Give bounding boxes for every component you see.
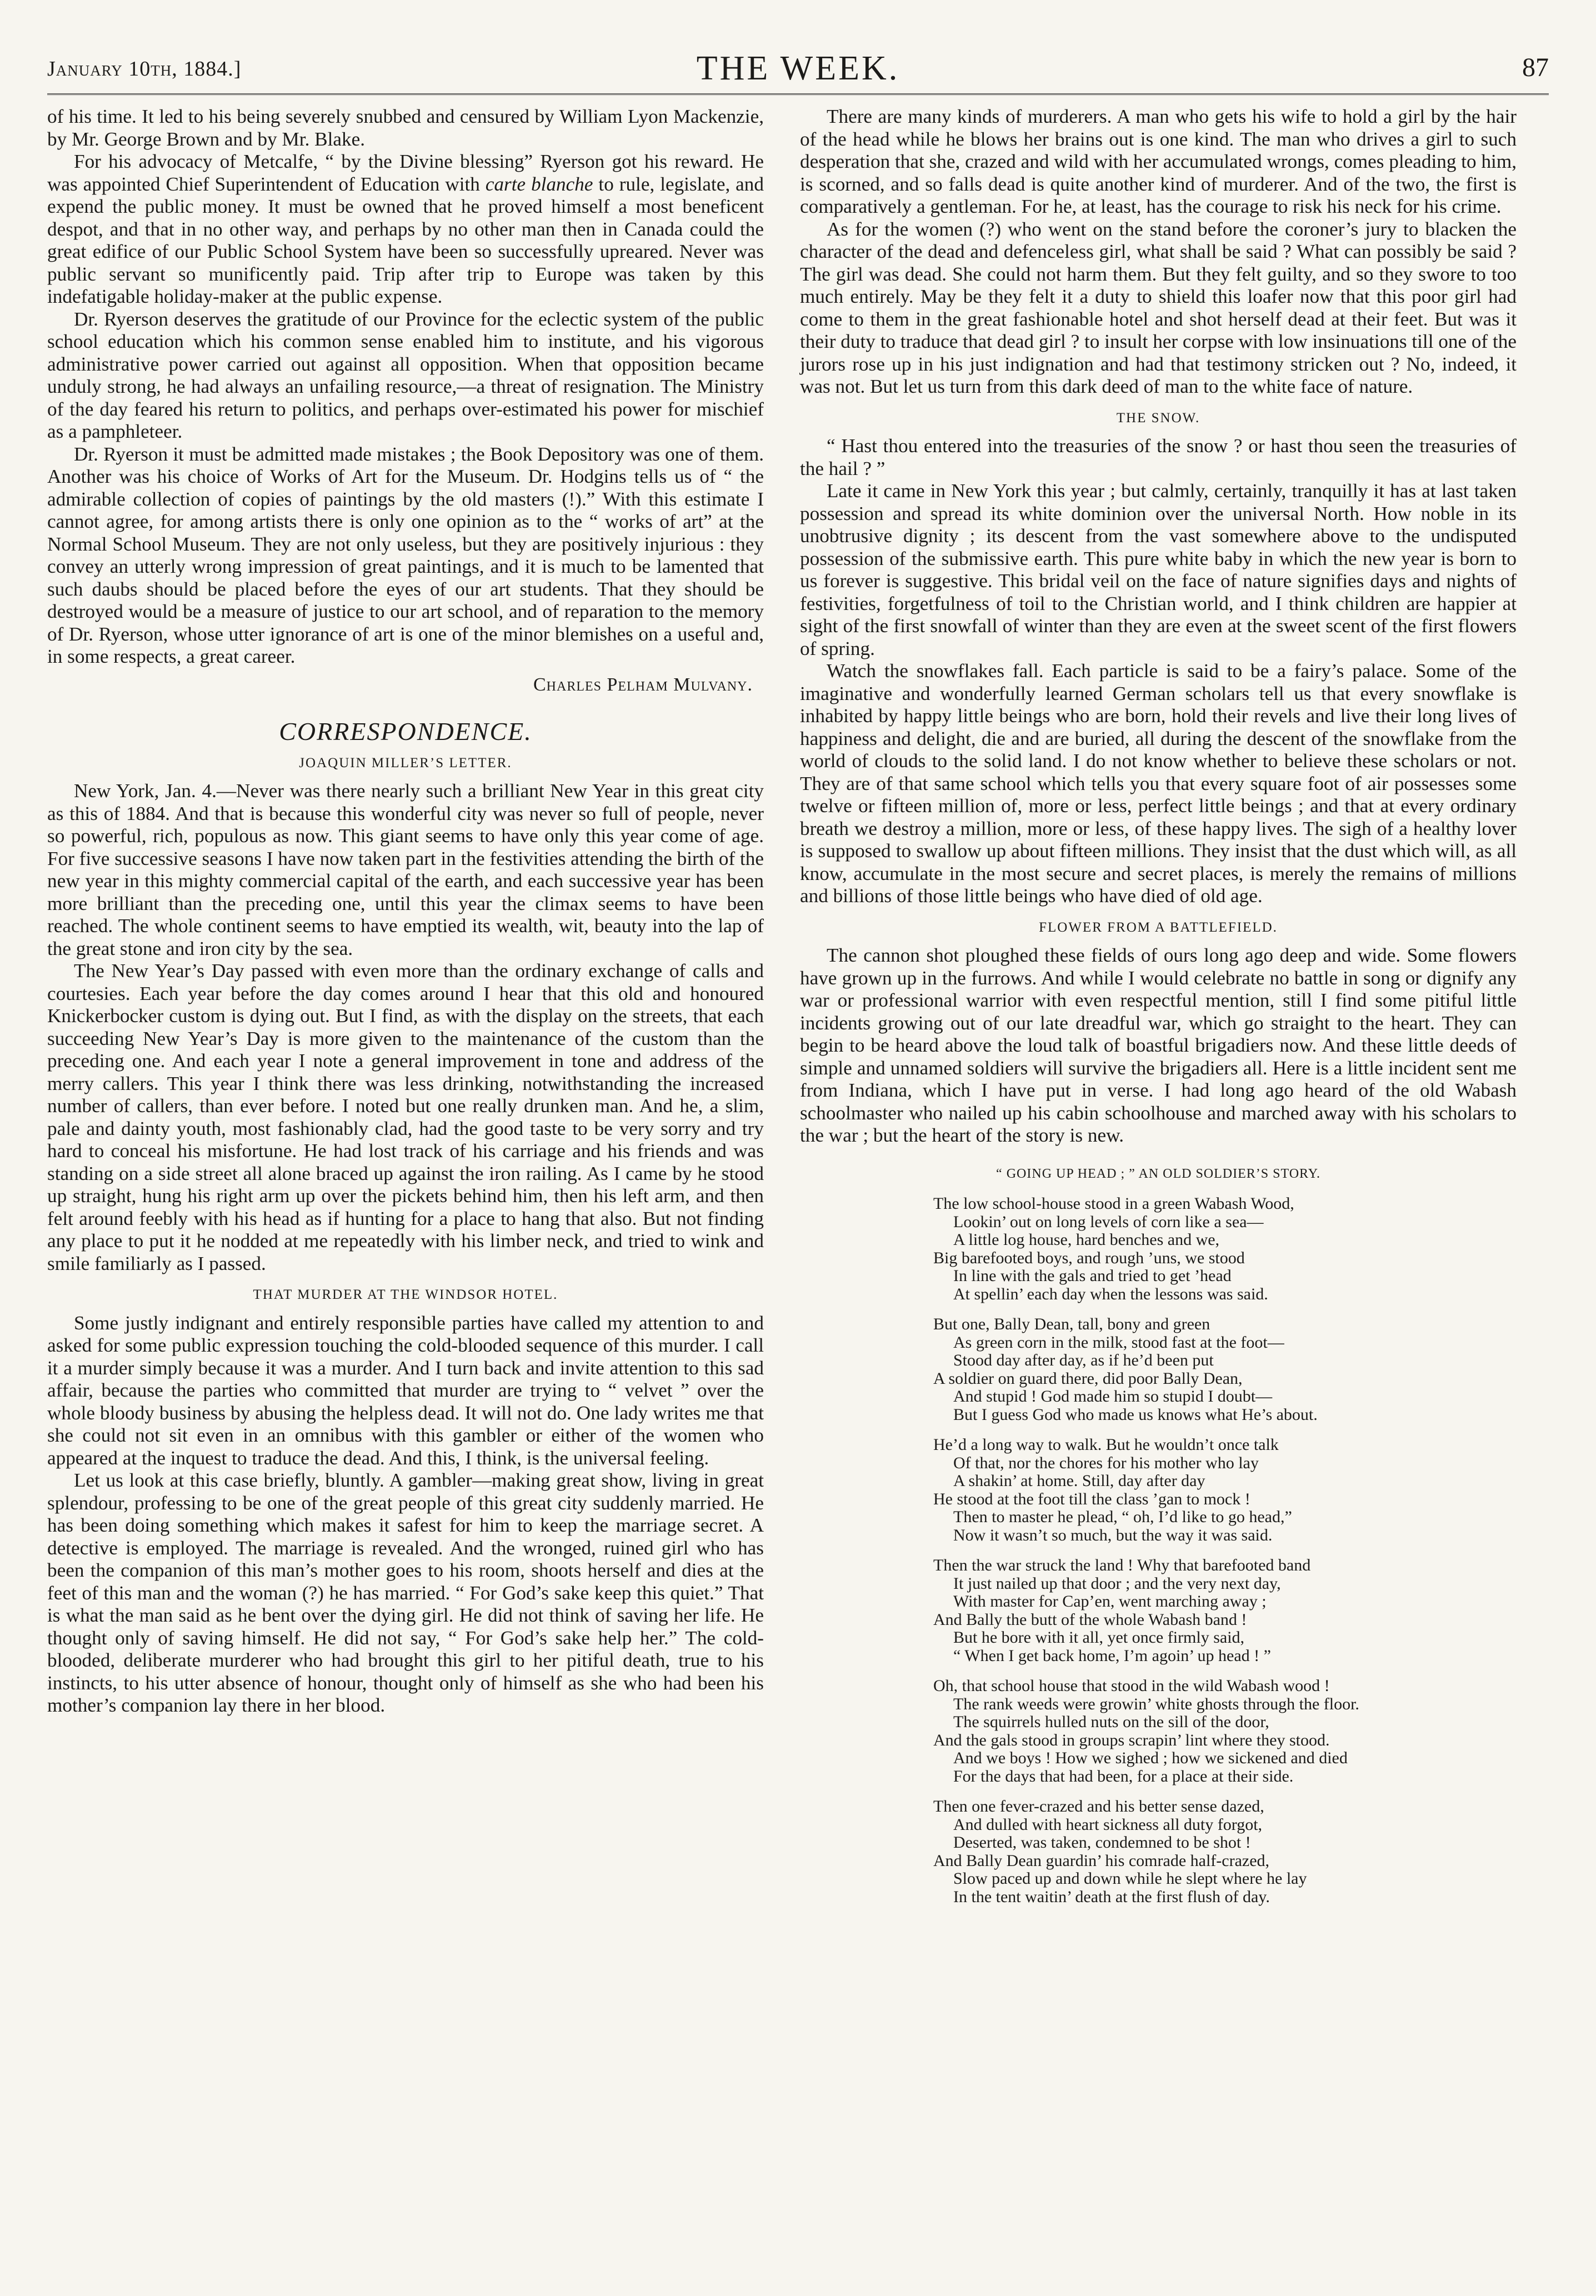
poem-line: A soldier on guard there, did poor Bally Dean, <box>933 1369 1243 1388</box>
poem-line: Lookin’ out on long levels of corn like a sea— <box>953 1212 1264 1231</box>
paragraph: As for the women (?) who went on the stand before the coroner’s jury to blacken the character of the dead and defenceless girl, what shall be said ? What can possibly be said ? The girl was dead. She could not harm them. But they felt guilty, and so they swore to too much entirely. May be they felt it a duty to shield this loafer now that this poor girl had come to them in the great fashionable hotel and shot herself dead at their feet. But was it their duty to traduce that dead girl ? to insult her corpse with low insinuations till one of the jurors rose up in his just indignation and had that testimony stricken out ? No, indeed, it was not. But let us turn from this dark deed of man to the white face of nature. <box>800 218 1517 397</box>
poem-line: And dulled with heart sickness all duty forgot, <box>953 1815 1263 1834</box>
right-column <box>800 106 1517 1918</box>
poem-line: Deserted, was taken, condemned to be shot ! <box>953 1833 1251 1852</box>
paragraph: For his advocacy of Metcalfe, “ by the Divine blessing” Ryerson got his reward. He was appointed Chief Superintendent of Education with carte blanche to rule, legislate, and expend the public money. It must be owned that he proved himself a most beneficent despot, and that in no other way, and perhaps by no other man then in Canada could the great edifice of our Public School System have been so successfully upreared. Never was public servant so munificently paid. Trip after trip to Europe was taken by this indefatigable holiday-maker at the public expense. <box>47 151 764 307</box>
poem-stanza <box>933 1436 1517 1544</box>
poem-line: At spellin’ each day when the lessons was said. <box>953 1284 1268 1303</box>
poem-stanza <box>933 1677 1517 1785</box>
poem-line: With master for Cap’en, went marching away ; <box>953 1592 1267 1610</box>
poem-line: But I guess God who made us knows what He’s about. <box>953 1405 1318 1424</box>
poem <box>933 1195 1517 1906</box>
issue-date: January 10th, 1884.] <box>47 57 242 81</box>
paragraph: Late it came in New York this year ; but calmly, certainly, tranquilly it has at last taken possession and spread its white dominion over the universal North. How noble in its unobtrusive dignity ; its descent from the vast somewhere above to the undisputed possession of the submissive earth. This pure white baby in which the new year is born to us forever is suggestive. This bridal veil on the face of nature signifies days and nights of festivities, forgetfulness of toil to the Christian world, and I think children are happier at sight of the first snowfall of winter than they are even at the sweet scent of the first flowers of spring. <box>800 480 1517 659</box>
poem-line: And the gals stood in groups scrapin’ lint where they stood. <box>933 1730 1330 1749</box>
poem-line: Slow paced up and down while he slept where he lay <box>953 1869 1307 1888</box>
poem-stanza <box>933 1315 1517 1424</box>
poem-line: The squirrels hulled nuts on the sill of the door, <box>953 1713 1269 1731</box>
poem-line: Now it wasn’t so much, but the way it was said. <box>953 1525 1273 1544</box>
poem-stanza <box>933 1557 1517 1665</box>
paragraph: New York, Jan. 4.—Never was there nearly such a brilliant New Year in this great city as this of 1884. And that is because this wonderful city was never so full of people, never so powerful, rich, populous as now. This giant seems to have only this year come of age. For five successive seasons I have now taken part in the festivities attending the birth of the new year in this mighty commercial capital of the earth, and each successive year has been more brilliant than the preceding one, until this year the climax seems to have been reached. The whole continent seems to have emptied its wealth, wit, beauty into the lap of the great stone and iron city by the sea. <box>47 780 764 959</box>
poem-line: And stupid ! God made him so stupid I doubt— <box>953 1387 1273 1405</box>
poem-line: As green corn in the milk, stood fast at the foot— <box>953 1333 1284 1352</box>
poem-line: For the days that had been, for a place at their side. <box>953 1767 1294 1785</box>
poem-line: And Bally the butt of the whole Wabash band ! <box>933 1610 1247 1629</box>
paragraph: of his time. It led to his being severely snubbed and censured by William Lyon Mackenzie, by Mr. George Brown and by Mr. Blake. <box>47 106 764 150</box>
section-heading: CORRESPONDENCE. <box>279 717 532 746</box>
article-subheading: FLOWER FROM A BATTLEFIELD. <box>1039 919 1278 935</box>
poem-line: It just nailed up that door ; and the very next day, <box>953 1574 1281 1593</box>
paragraph: Some justly indignant and entirely responsible parties have called my attention to and asked for some public expression touching the cold-blooded sequence of this murder. I call it a murder simply because it was a murder. And I turn back and invite attention to this sad affair, because the parties who committed that murder are trying to “ velvet ” over the whole bloody business by abusing the helpless dead. It will not do. One lady writes me that she could not sit even in an omnibus with this gambler or either of the women who appeared at the inquest to traduce the dead. And this, I think, is the universal feeling. <box>47 1312 764 1469</box>
author-signature: Charles Pelham Mulvany. <box>533 674 753 695</box>
poem-line: But he bore with it all, yet once firmly said, <box>953 1628 1245 1647</box>
paragraph: Watch the snowflakes fall. Each particle is said to be a fairy’s palace. Some of the imaginative and wonderfully learned German scholars tell us that every snowflake is inhabited by happy little beings who are born, hold their revels and live their long lives of happiness and delight, die and are buried, all during the descent of the snowflake from the world of clouds to the solid land. I do not know whether to believe these scholars or not. They are of that same school which tells you that every square foot of air possesses some twelve or fifteen million of, more or less, perfect little beings ; and that at every ordinary breath we destroy a million, more or less, of these happy lives. The sigh of a healthy lover is supposed to swallow up about fifteen millions. They insist that the dust which will, as all know, accumulate in the most secure and secret places, is merely the remains of millions and billions of those little beings who have died of old age. <box>800 660 1517 907</box>
page-header <box>47 49 1549 93</box>
poem-stanza <box>933 1195 1517 1303</box>
paragraph: The New Year’s Day passed with even more than the ordinary exchange of calls and courtesies. Each year before the day comes around I hear that this old and honoured Knickerbocker custom is dying out. But I find, as with the display on the streets, that each succeeding New Year’s Day is more given to the maintenance of the custom than the preceding one. And each year I note a general improvement in tone and address of the merry callers. This year I think there was less drinking, notwithstanding the increased number of callers, than ever before. I noted but one really drunken man. And he, a slim, pale and dainty youth, most fashionably clad, had the good taste to be very sorry and try hard to conceal his misfortune. He had lost track of his carriage and his friends and was standing on a side street all alone braced up against the iron railing. As I came by he stood up straight, hung his right arm up over the pickets behind him, then his left arm, and then felt around feebly with his head as if hunting for a place to hang that also. But not finding any place to put it he nodded at me repeatedly with his limber neck, and tried to wink and smile familiarly as I passed. <box>47 960 764 1274</box>
poem-title: “ GOING UP HEAD ; ” AN OLD SOLDIER’S STORY. <box>996 1166 1320 1181</box>
paragraph: Dr. Ryerson deserves the gratitude of our Province for the eclectic system of the public school education which his common sense enabled him to institute, and his vigorous administrative power carried out against all opposition. When that opposition became unduly strong, he had always an unfailing resource,—a threat of resignation. The Ministry of the day feared his return to politics, and perhaps over-estimated his power for mischief as a pamphleteer. <box>47 308 764 442</box>
poem-line: Then one fever-crazed and his better sense dazed, <box>933 1797 1264 1815</box>
poem-line: And we boys ! How we sighed ; how we sickened and died <box>953 1749 1348 1767</box>
paragraph: There are many kinds of murderers. A man who gets his wife to hold a girl by the hair of the head while he blows her brains out is one kind. The man who drives a girl to such desperation that she, crazed and wild with her accumulated wrongs, comes pleading to him, is scorned, and so falls dead is quite another kind of murderer. And of the two, the first is comparatively a gentleman. For he, at least, has the courage to risk his neck for his crime. <box>800 106 1517 217</box>
article-subheading: THAT MURDER AT THE WINDSOR HOTEL. <box>253 1287 558 1302</box>
paragraph: “ Hast thou entered into the treasuries of the snow ? or hast thou seen the treasuries of the hail ? ” <box>800 435 1517 479</box>
poem-line: In the tent waitin’ death at the first flush of day. <box>953 1887 1270 1906</box>
article-subheading: THE SNOW. <box>1116 410 1200 426</box>
header-rule <box>47 93 1549 95</box>
poem-line: In line with the gals and tried to get ’head <box>953 1267 1232 1285</box>
poem-line: Big barefooted boys, and rough ’uns, we stood <box>933 1248 1245 1267</box>
masthead-title: THE WEEK. <box>696 49 900 87</box>
poem-line: The low school-house stood in a green Wabash Wood, <box>933 1194 1294 1213</box>
poem-line: Of that, nor the chores for his mother who lay <box>953 1453 1259 1472</box>
poem-line: “ When I get back home, I’m agoin’ up head ! ” <box>953 1646 1271 1665</box>
poem-line: Stood day after day, as if he’d been put <box>953 1351 1214 1369</box>
poem-line: He’d a long way to walk. But he wouldn’t once talk <box>933 1435 1279 1454</box>
poem-line: Then to master he plead, “ oh, I’d like to go head,” <box>953 1508 1292 1526</box>
poem-line: A shakin’ at home. Still, day after day <box>953 1472 1205 1490</box>
paragraph: Let us look at this case briefly, bluntly. A gambler—making great show, living in great splendour, professing to be one of the great people of this great city suddenly married. He has been doing something which makes it safest for him to keep the marriage secret. A detective is employed. The marriage is revealed. And the wronged, ruined girl who has been the companion of this man’s mother goes to his room, shoots herself and dies at the feet of this man and the woman (?) he has married. “ For God’s sake keep this quiet.” That is what the man said as he bent over the dying girl. He did not think of saving her life. He thought only of saving himself. He did not say, “ For God’s sake help her.” The cold-blooded, deliberate murderer who had brought this girl to her pitiful death, true to his instincts, to his utter absence of honour, thought only of himself as she who had been his mother’s companion lay there in her blood. <box>47 1469 764 1716</box>
poem-line: The rank weeds were growin’ white ghosts through the floor. <box>953 1694 1359 1713</box>
poem-line: He stood at the foot till the class ’gan to mock ! <box>933 1489 1250 1508</box>
poem-line: A little log house, hard benches and we, <box>953 1230 1220 1249</box>
poem-line: And Bally Dean guardin’ his comrade half-crazed, <box>933 1851 1270 1870</box>
left-column <box>47 106 764 1717</box>
poem-line: Then the war struck the land ! Why that barefooted band <box>933 1556 1311 1574</box>
article-subheading: JOAQUIN MILLER’S LETTER. <box>299 755 512 771</box>
page-number: 87 <box>1522 53 1549 82</box>
paragraph: The cannon shot ploughed these fields of ours long ago deep and wide. Some flowers have grown up in the furrows. And while I would celebrate no battle in song or dignify any war or professional warrior with even respectful mention, still I find some pitiful little incidents growing out of our late dreadful war, which go straight to the heart. They can begin to be heard above the loud talk of boastful brigadiers now. And these little deeds of simple and unnamed soldiers will survive the brigadiers all. Here is a little incident sent me from Indiana, which I have put in verse. I had long ago heard of the old Wabash schoolmaster who nailed up his cabin schoolhouse and marched away with his scholars to the war ; but the heart of the story is new. <box>800 944 1517 1146</box>
poem-line: Oh, that school house that stood in the wild Wabash wood ! <box>933 1677 1330 1695</box>
poem-line: But one, Bally Dean, tall, bony and green <box>933 1315 1210 1333</box>
poem-stanza <box>933 1798 1517 1906</box>
paragraph: Dr. Ryerson it must be admitted made mistakes ; the Book Depository was one of them. Another was his choice of Works of Art for the Museum. Dr. Hodgins tells us of “ the admirable collection of copies of paintings by the old masters (!).” With this estimate I cannot agree, for among artists there is only one opinion as to the “ works of art” at the Normal School Museum. They are not only useless, but they are positively injurious : they convey an utterly wrong impression of great paintings, and it is much to be lamented that such daubs should be placed before the eyes of our art students. That they should be destroyed would be a measure of justice to our art school, and of reparation to the memory of Dr. Ryerson, whose utter ignorance of art is one of the minor blemishes on a useful and, in some respects, a great career. <box>47 443 764 667</box>
